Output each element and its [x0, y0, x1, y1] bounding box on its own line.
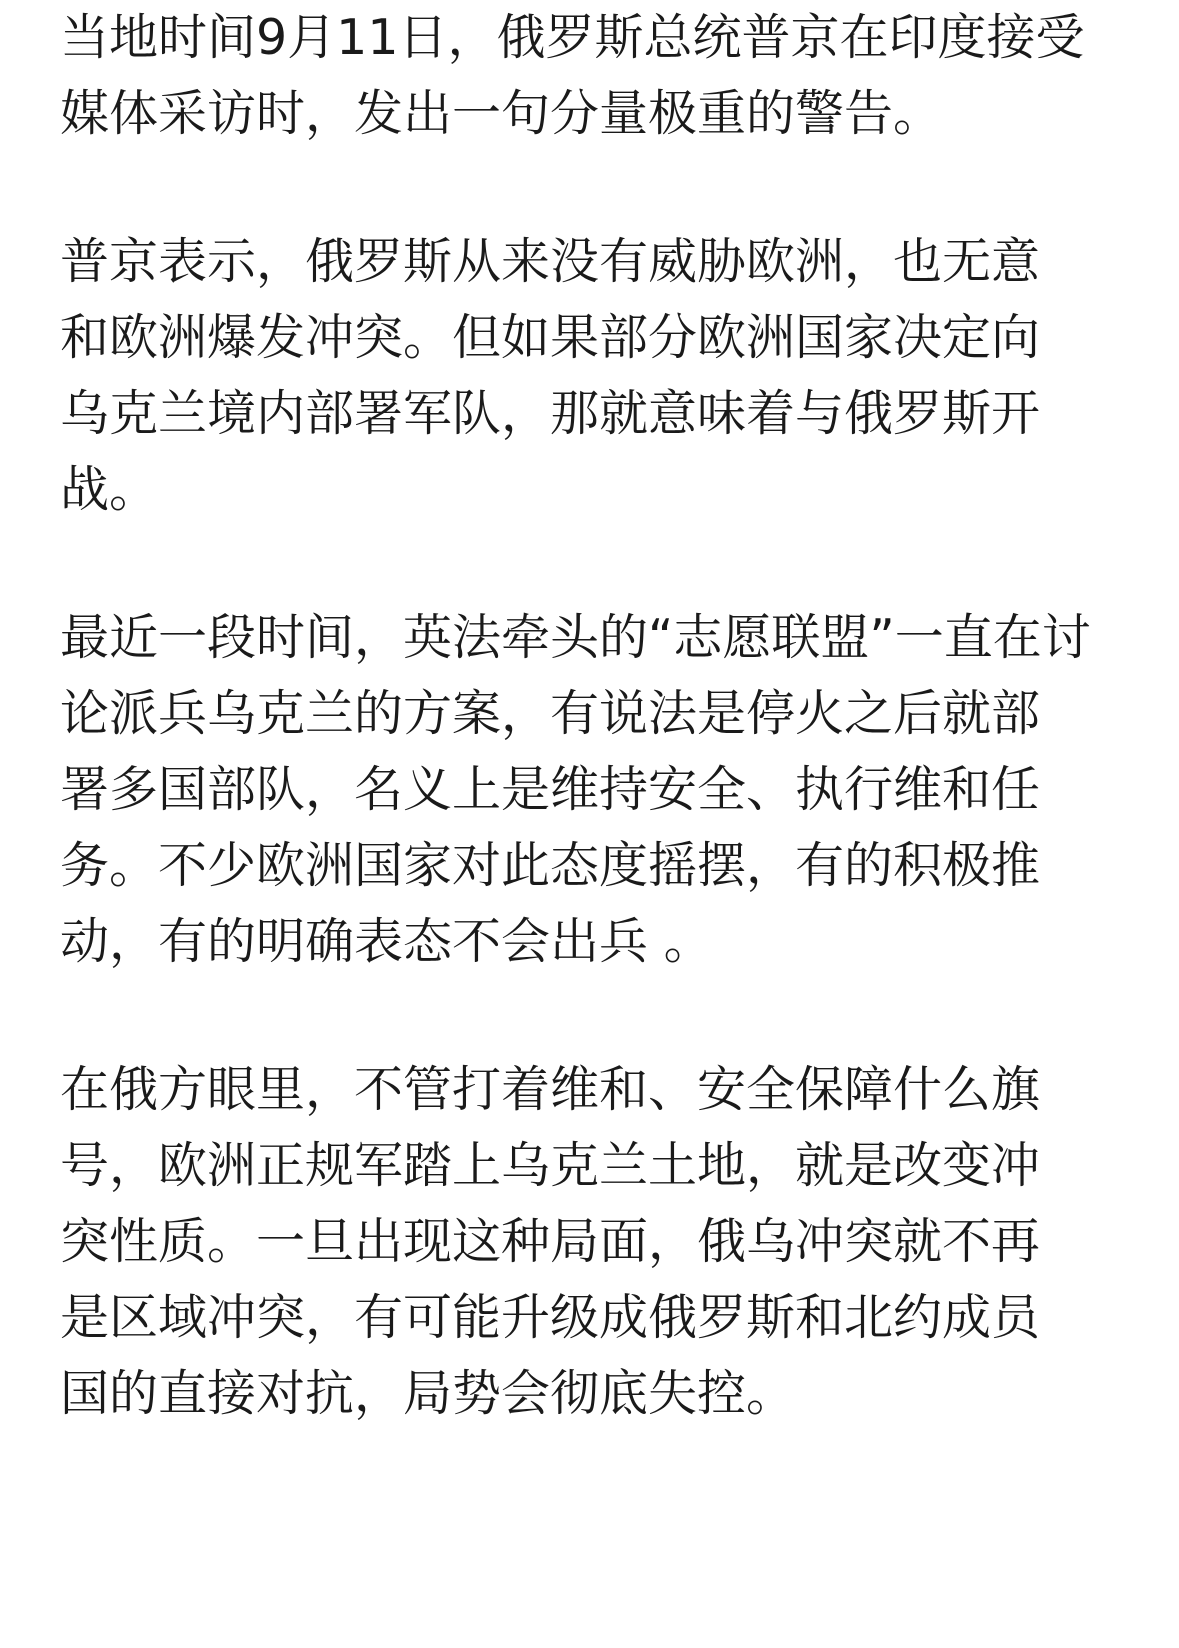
paragraph-line: 动，有的明确表态不会出兵 。 — [60, 913, 713, 970]
article-body — [60, 0, 1091, 1432]
paragraph-1 — [60, 0, 1085, 152]
paragraph-line: 在俄方眼里，不管打着维和、安全保障什么旗 — [60, 1061, 1041, 1118]
paragraph-line: 号，欧洲正规军踏上乌克兰土地，就是改变冲 — [60, 1137, 1041, 1194]
paragraph-spacer — [60, 152, 1070, 224]
paragraph-line: 国的直接对抗，局势会彻底失控。 — [60, 1365, 796, 1422]
paragraph-line: 突性质。一旦出现这种局面，俄乌冲突就不再 — [60, 1213, 1041, 1270]
paragraph-line: 战。 — [60, 461, 159, 518]
paragraph-line: 当地时间9月11日，俄罗斯总统普京在印度接受 — [60, 9, 1085, 66]
paragraph-line: 乌克兰境内部署军队，那就意味着与俄罗斯开 — [60, 385, 1041, 442]
paragraph-line: 最近一段时间，英法牵头的“志愿联盟”一直在讨 — [60, 609, 1091, 666]
paragraph-spacer — [60, 528, 1070, 600]
paragraph-spacer — [60, 980, 1070, 1052]
paragraph-line: 媒体采访时，发出一句分量极重的警告。 — [60, 85, 943, 142]
paragraph-line: 是区域冲突，有可能升级成俄罗斯和北约成员 — [60, 1289, 1041, 1346]
paragraph-line: 和欧洲爆发冲突。但如果部分欧洲国家决定向 — [60, 309, 1041, 366]
paragraph-line: 普京表示，俄罗斯从来没有威胁欧洲，也无意 — [60, 233, 1041, 290]
paragraph-line: 论派兵乌克兰的方案，有说法是停火之后就部 — [60, 685, 1041, 742]
paragraph-3 — [60, 600, 1091, 980]
paragraph-2 — [60, 224, 1070, 528]
paragraph-4 — [60, 1052, 1070, 1432]
paragraph-line: 署多国部队，名义上是维持安全、执行维和任 — [60, 761, 1041, 818]
paragraph-line: 务。不少欧洲国家对此态度摇摆，有的积极推 — [60, 837, 1041, 894]
